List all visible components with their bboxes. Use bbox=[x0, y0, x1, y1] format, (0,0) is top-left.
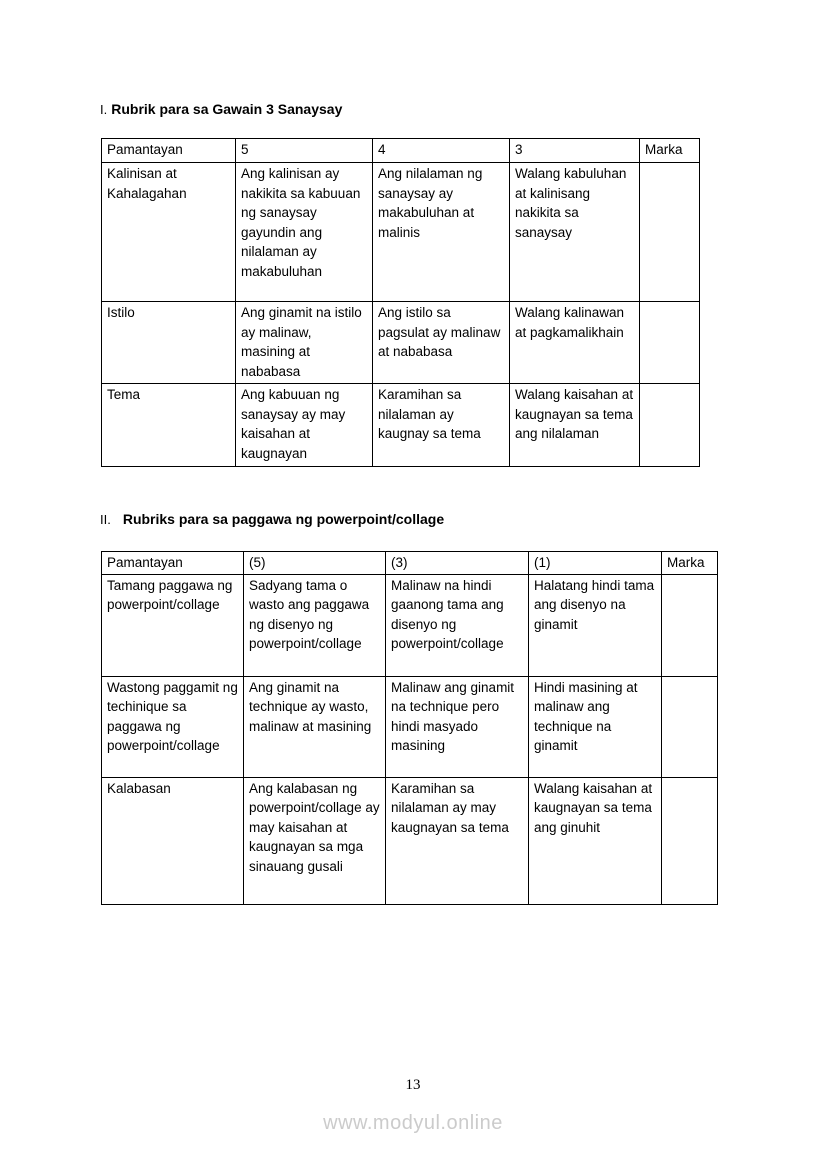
rubric-cell: Karamihan sa nilalaman ay kaugnay sa tema bbox=[373, 384, 510, 467]
table-row bbox=[102, 574, 718, 676]
rubric-cell: Halatang hindi tama ang disenyo na ginamit bbox=[529, 574, 662, 676]
marka-cell bbox=[640, 302, 700, 384]
column-header-5: (5) bbox=[244, 552, 386, 575]
marka-cell bbox=[640, 163, 700, 302]
table-row bbox=[102, 163, 700, 302]
rubric-cell: Walang kaisahan at kaugnayan sa tema ang nilalaman bbox=[510, 384, 640, 467]
rubric-cell: Karamihan sa nilalaman ay may kaugnayan sa tema bbox=[386, 777, 529, 904]
table-row bbox=[102, 676, 718, 777]
section1-title-text: Rubrik para sa Gawain 3 Sanaysay bbox=[111, 101, 343, 117]
criterion-cell: Kalinisan at Kahalagahan bbox=[102, 163, 236, 302]
rubric-cell: Ang kalinisan ay nakikita sa kabuuan ng sanaysay gayundin ang nilalaman ay makabuluhan bbox=[236, 163, 373, 302]
marka-cell bbox=[662, 777, 718, 904]
column-header-pamantayan: Pamantayan bbox=[102, 139, 236, 163]
marka-cell bbox=[662, 676, 718, 777]
criterion-cell: Wastong paggamit ng techinique sa paggawa ng powerpoint/collage bbox=[102, 676, 244, 777]
criterion-cell: Istilo bbox=[102, 302, 236, 384]
column-header-3: 3 bbox=[510, 139, 640, 163]
watermark: www.modyul.online bbox=[323, 1112, 503, 1134]
section1-numeral: I. bbox=[100, 102, 108, 117]
rubric-cell: Ang ginamit na technique ay wasto, malinaw at masining bbox=[244, 676, 386, 777]
criterion-cell: Tamang paggawa ng powerpoint/collage bbox=[102, 574, 244, 676]
rubric-cell: Sadyang tama o wasto ang paggawa ng disenyo ng powerpoint/collage bbox=[244, 574, 386, 676]
section1-title bbox=[100, 101, 342, 118]
rubric-cell: Ang kabuuan ng sanaysay ay may kaisahan at kaugnayan bbox=[236, 384, 373, 467]
criterion-cell: Tema bbox=[102, 384, 236, 467]
marka-cell bbox=[640, 384, 700, 467]
rubric-cell: Ang ginamit na istilo ay malinaw, masining at nababasa bbox=[236, 302, 373, 384]
table-header-row bbox=[102, 139, 700, 163]
table-header-row bbox=[102, 552, 718, 575]
table-row bbox=[102, 302, 700, 384]
section2-numeral: II. bbox=[100, 512, 111, 527]
rubric-table-powerpoint-collage bbox=[101, 551, 718, 905]
column-header-4: 4 bbox=[373, 139, 510, 163]
rubric-cell: Ang kalabasan ng powerpoint/collage ay may kaisahan at kaugnayan sa mga sinauang gusali bbox=[244, 777, 386, 904]
page-number: 13 bbox=[405, 1077, 421, 1093]
column-header-1: (1) bbox=[529, 552, 662, 575]
marka-cell bbox=[662, 574, 718, 676]
rubric-cell: Malinaw ang ginamit na technique pero hindi masyado masining bbox=[386, 676, 529, 777]
table-row bbox=[102, 777, 718, 904]
rubric-cell: Walang kalinawan at pagkamalikhain bbox=[510, 302, 640, 384]
column-header-pamantayan: Pamantayan bbox=[102, 552, 244, 575]
rubric-cell: Walang kabuluhan at kalinisang nakikita sa sanaysay bbox=[510, 163, 640, 302]
rubric-cell: Ang istilo sa pagsulat ay malinaw at nababasa bbox=[373, 302, 510, 384]
criterion-cell: Kalabasan bbox=[102, 777, 244, 904]
column-header-3: (3) bbox=[386, 552, 529, 575]
rubric-table-sanaysay bbox=[101, 138, 700, 467]
section2-title bbox=[100, 511, 444, 528]
rubric-cell: Walang kaisahan at kaugnayan sa tema ang ginuhit bbox=[529, 777, 662, 904]
column-header-marka: Marka bbox=[640, 139, 700, 163]
rubric-cell: Ang nilalaman ng sanaysay ay makabuluhan at malinis bbox=[373, 163, 510, 302]
section2-title-text: Rubriks para sa paggawa ng powerpoint/collage bbox=[122, 511, 445, 527]
table-row bbox=[102, 384, 700, 467]
rubric-cell: Hindi masining at malinaw ang technique na ginamit bbox=[529, 676, 662, 777]
column-header-marka: Marka bbox=[662, 552, 718, 575]
rubric-cell: Malinaw na hindi gaanong tama ang disenyo ng powerpoint/collage bbox=[386, 574, 529, 676]
column-header-5: 5 bbox=[236, 139, 373, 163]
